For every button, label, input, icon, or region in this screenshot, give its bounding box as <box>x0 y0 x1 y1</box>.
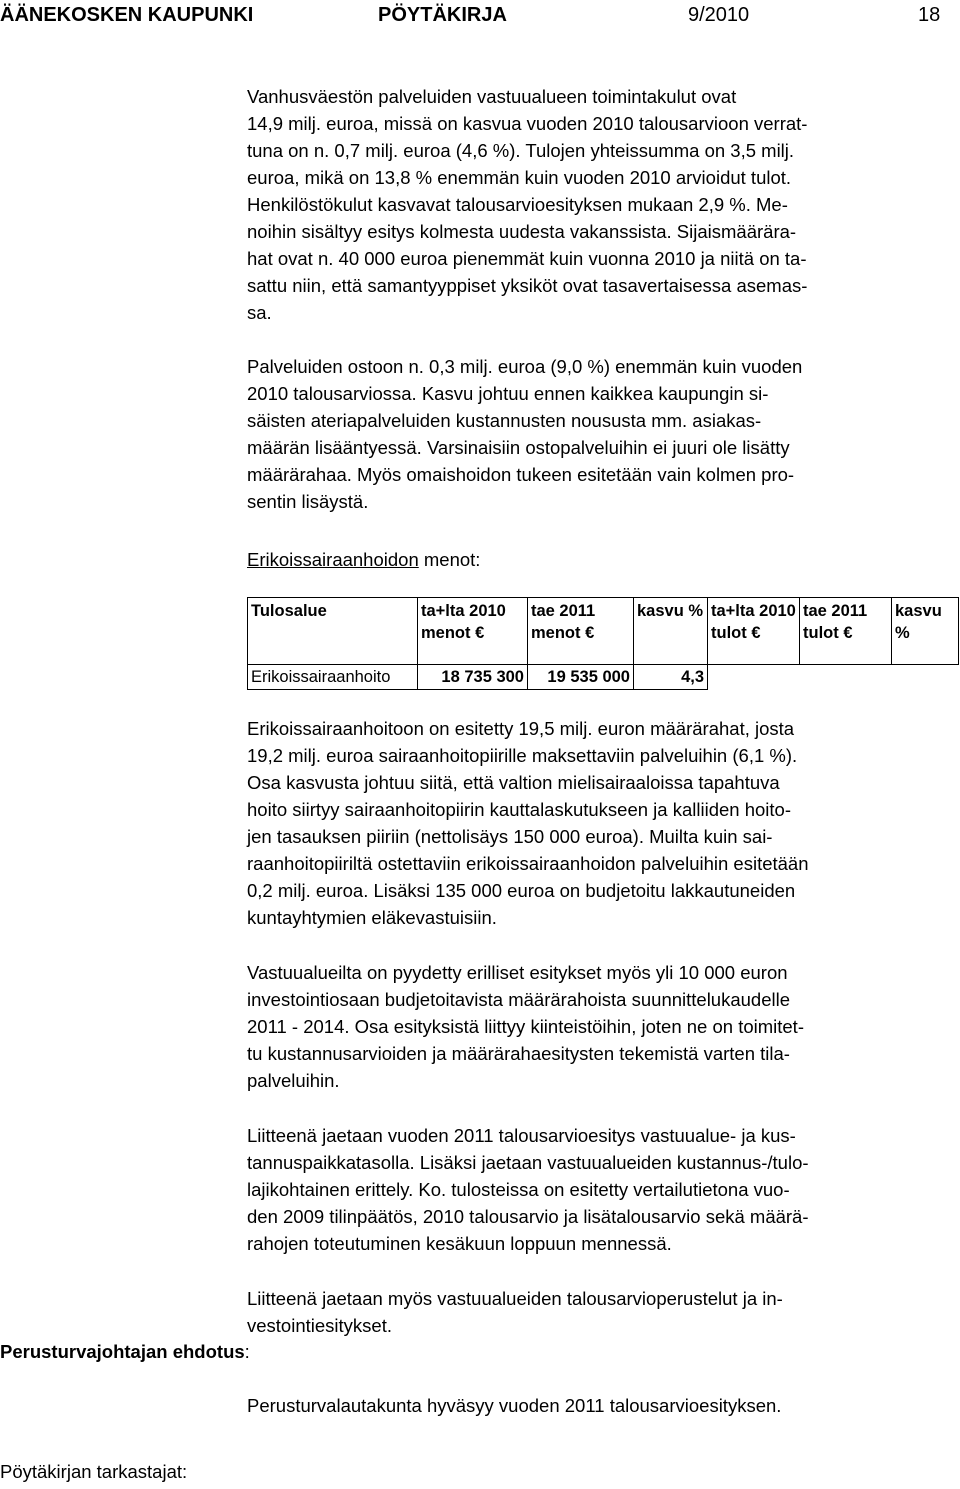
table-cell: 19 535 000 <box>528 665 634 690</box>
page-number: 18 <box>918 4 941 26</box>
paragraph-liitteet: Liitteenä jaetaan vuoden 2011 talousarvioesitys vastuualue- ja kus- tannuspaikkatasolla. Lisäksi jaetaan vastuualueiden kustannus-/tulo- lajikohtainen erittely. Ko. tulosteissa on esitetty vertailutietona vuo- den 2009 tilinpäätös, 2010 talousarvio ja lisätalousarvio sekä määrä- rahojen toteutuminen kesäkuun loppuun mennessä. <box>247 1125 809 1254</box>
table-row <box>248 665 959 690</box>
document-number: 9/2010 <box>688 4 750 26</box>
proposal-label: Perusturvajohtajan ehdotus: <box>0 1341 250 1362</box>
paragraph-perustelut: Liitteenä jaetaan myös vastuualueiden talousarvioperustelut ja in- vestointiesitykset. <box>247 1288 783 1336</box>
budget-table <box>247 597 959 690</box>
table-cell-empty <box>708 665 800 690</box>
table-cell-empty <box>892 665 959 690</box>
table-header-cell: tae 2011 tulot € <box>800 598 892 665</box>
table-cell: Erikoissairaanhoito <box>248 665 418 690</box>
table-header-cell: ta+lta 2010 menot € <box>418 598 528 665</box>
table-cell-empty <box>800 665 892 690</box>
main-content <box>247 83 947 1339</box>
table-wrapper <box>247 597 947 690</box>
paragraph-palveluiden-osto: Palveluiden ostoon n. 0,3 milj. euroa (9,0 %) enemmän kuin vuoden 2010 talousarviossa. Kasvu johtuu ennen kaikkea kaupungin si- säisten ateriapalveluiden kustannusten noususta mm. asiakas- määrän lisääntyessä. Varsinaisiin ostopalveluihin ei juuri ole lisätty määrärahaa. Myös omaishoidon tukeen esitetään vain kolmen pro- sentin lisäystä. <box>247 356 803 512</box>
table-header-row <box>248 598 959 665</box>
page-header <box>0 2 960 32</box>
table-header-cell: tae 2011 menot € <box>528 598 634 665</box>
paragraph-vanhusvaesto: Vanhusväestön palveluiden vastuualueen toimintakulut ovat 14,9 milj. euroa, missä on kasvua vuoden 2010 talousarvioon verrat- tuna on n. 0,7 milj. euroa (4,6 %). Tulojen yhteissumma on 3,5 milj. euroa, mikä on 13,8 % enemmän kuin vuoden 2010 arvioidut tulot. Henkilöstökulut kasvavat talousarvioesityksen mukaan 2,9 %. Me- noihin sisältyy esitys kolmesta uudesta vakanssista. Sijaismäärära- hat ovat n. 40 000 euroa pienemmät kuin vuonna 2010 ja niitä on ta- sattu niin, että samantyyppiset yksiköt ovat tasavertaisessa asemas- sa. <box>247 86 808 323</box>
table-header-cell: kasvu % <box>892 598 959 665</box>
paragraph-investoinnit: Vastuualueilta on pyydetty erilliset esitykset myös yli 10 000 euron investointiosaan budjetoitavista määrärahoista suunnittelukaudelle 2011 - 2014. Osa esityksistä liittyy kiinteistöihin, joten ne on toimitet- tu kustannusarvioiden ja määrärahaesitysten tekemistä varten tila- palveluihin. <box>247 962 804 1091</box>
footer-label: Pöytäkirjan tarkastajat: <box>0 1461 188 1482</box>
section-heading <box>247 546 947 573</box>
organization-name: ÄÄNEKOSKEN KAUPUNKI <box>0 4 254 26</box>
document-type: PÖYTÄKIRJA <box>378 4 507 26</box>
table-cell: 18 735 300 <box>418 665 528 690</box>
table-header-cell: kasvu % <box>634 598 708 665</box>
table-cell: 4,3 <box>634 665 708 690</box>
section-heading-rest: menot: <box>418 549 481 570</box>
table-header-cell: ta+lta 2010 tulot € <box>708 598 800 665</box>
paragraph-erikoissairaanhoito: Erikoissairaanhoitoon on esitetty 19,5 milj. euron määrärahat, josta 19,2 milj. euroa sairaanhoitopiirille maksettaviin palveluihin (6,1 %). Osa kasvusta johtuu siitä, että valtion mielisairaaloissa tapahtuva hoito siirtyy sairaanhoitopiirin kauttalaskutukseen ja kalliiden hoito- jen tasauksen piiriin (nettolisäys 150 000 euroa). Muilta kuin sai- raanhoitopiiriltä ostettaviin erikoissairaanhoidon palveluihin esitetään 0,2 milj. euroa. Lisäksi 135 000 euroa on budjetoitu lakkautuneiden kuntayhtymien eläkevastuisiin. <box>247 718 809 928</box>
proposal-text: Perusturvalautakunta hyväsyy vuoden 2011 talousarvioesityksen. <box>247 1395 782 1416</box>
table-header-cell: Tulosalue <box>248 598 418 665</box>
section-heading-underlined: Erikoissairaanhoidon <box>247 549 419 570</box>
